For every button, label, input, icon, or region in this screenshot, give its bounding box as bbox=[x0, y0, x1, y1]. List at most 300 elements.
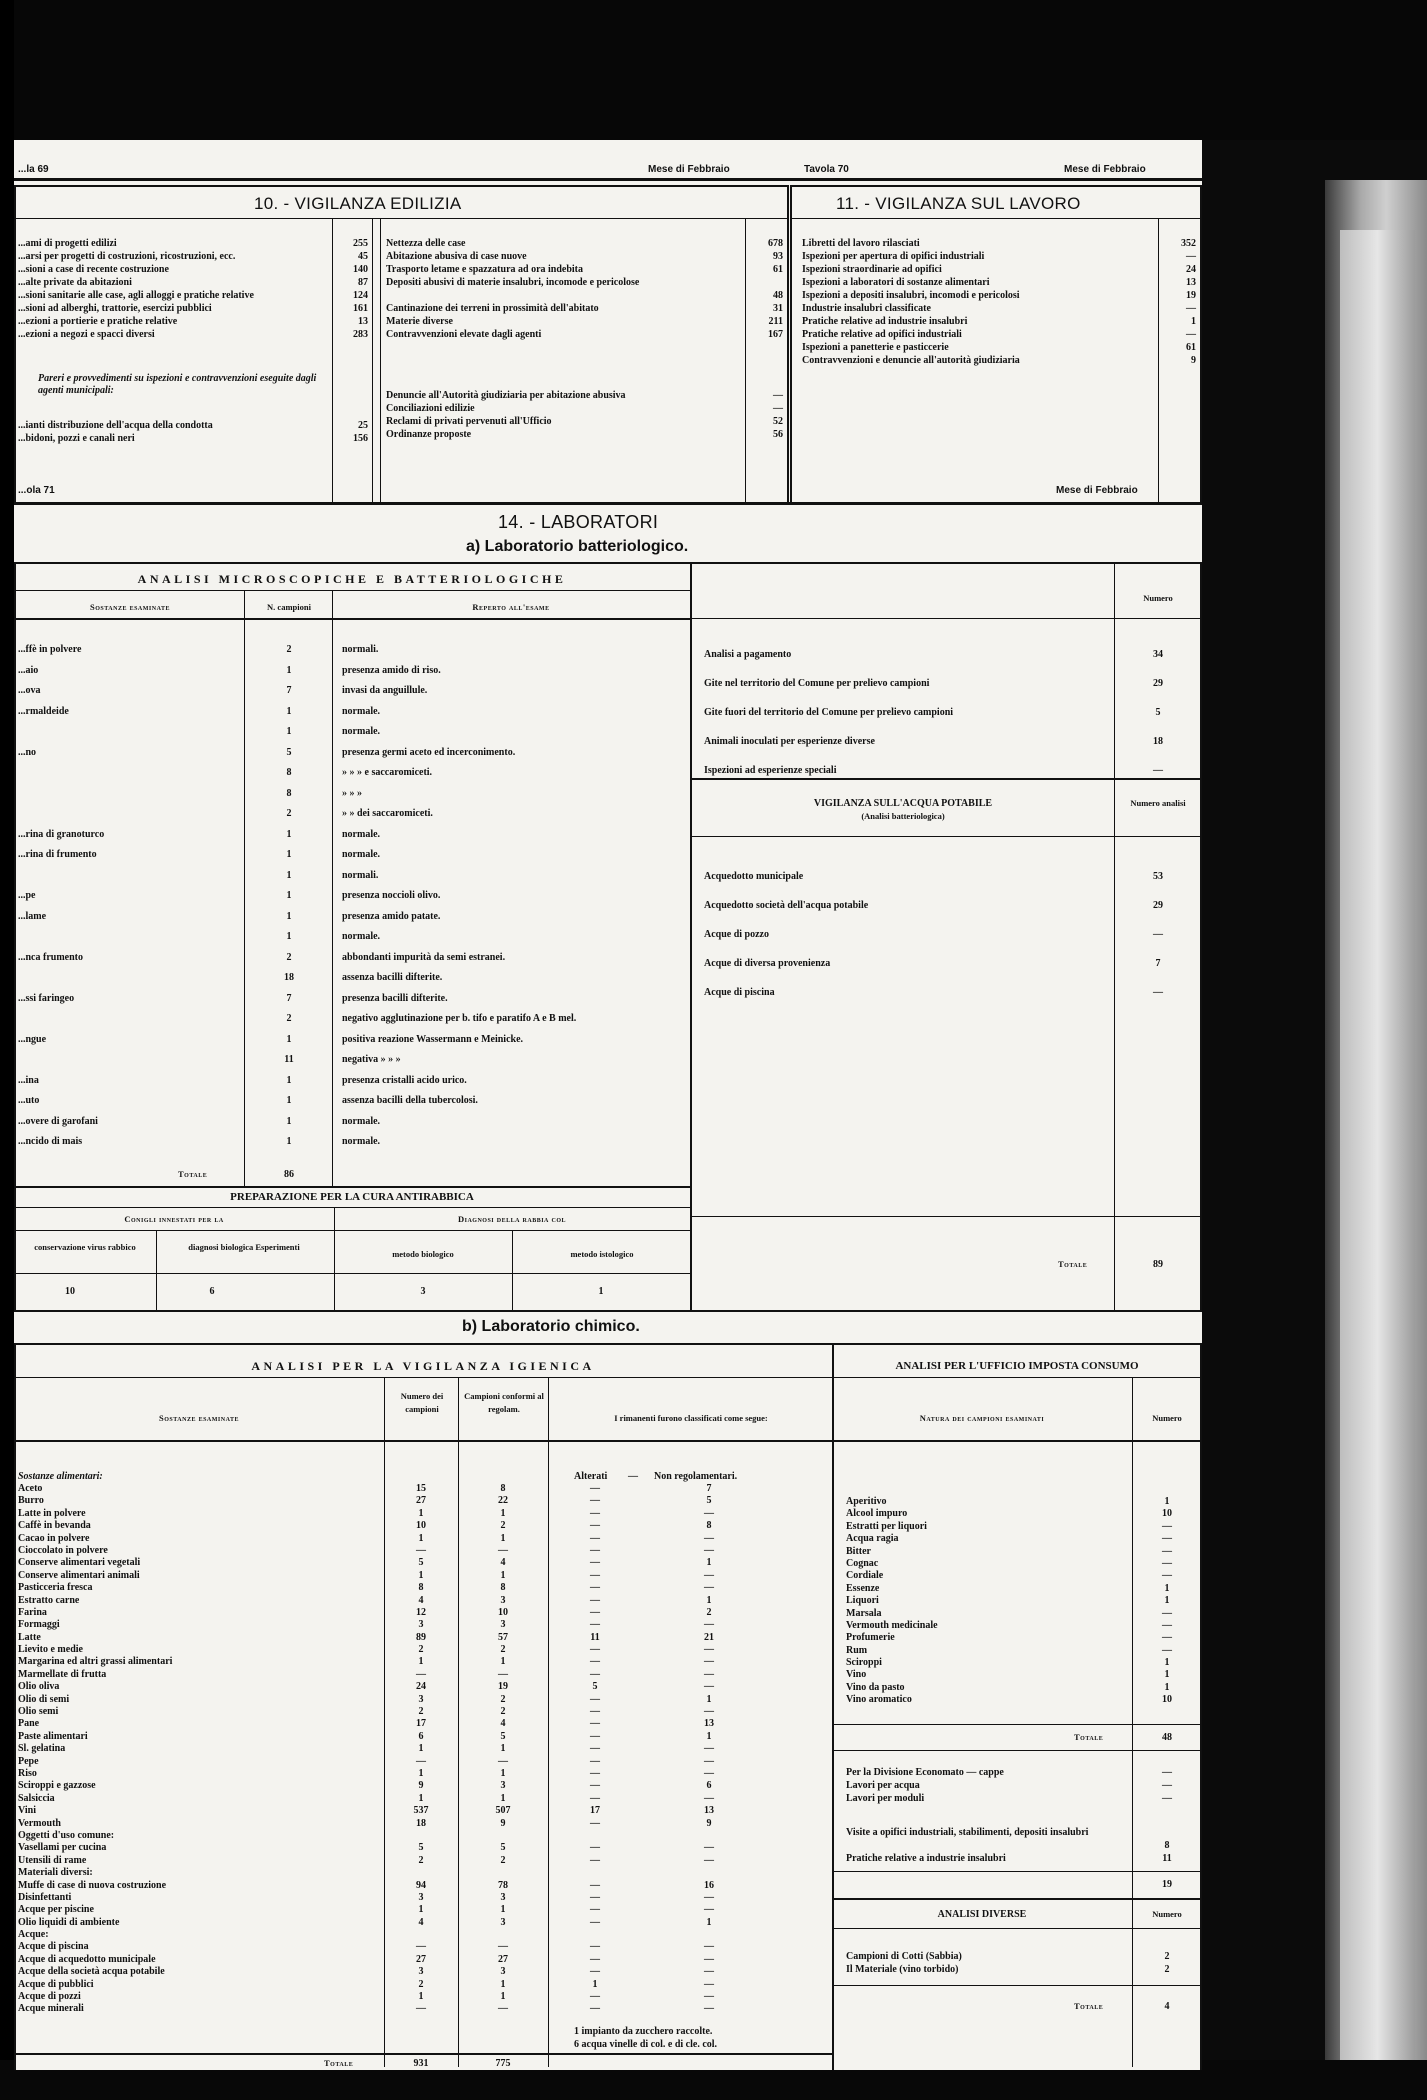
value-cell: 211 bbox=[768, 316, 783, 327]
header-text: conservazione virus rabbico bbox=[34, 1242, 136, 1252]
chimico-row-label: Olio semi bbox=[18, 1706, 59, 1718]
value-cell: — bbox=[1162, 1767, 1172, 1778]
chimico-a: — bbox=[590, 1507, 600, 1519]
chimico-r: 9 bbox=[706, 1817, 712, 1829]
value-cell: 89 bbox=[1153, 1259, 1163, 1270]
micro-sostanza: ...ova bbox=[18, 685, 41, 696]
acqua-row: Acque di diversa provenienza bbox=[704, 958, 831, 969]
consumo-value: 1 bbox=[1164, 1657, 1170, 1669]
chimico-n: 15 bbox=[416, 1483, 426, 1494]
micro-n: 1 bbox=[286, 1115, 292, 1127]
micro-n: 1 bbox=[286, 869, 292, 881]
micro-sostanza: ...lame bbox=[18, 910, 47, 922]
chimico-a: — bbox=[590, 1693, 600, 1705]
chimico-n: 6 bbox=[418, 1730, 424, 1742]
value-cell: 6 bbox=[209, 1286, 215, 1297]
lab-right-rows bbox=[704, 640, 1110, 785]
chimico-row-label: Aceto bbox=[18, 1483, 43, 1494]
rabbia-value-rule bbox=[14, 1273, 690, 1274]
micro-campioni bbox=[248, 640, 330, 1153]
chimico-n: 3 bbox=[418, 1619, 424, 1631]
consumo-values2 bbox=[1134, 1766, 1200, 1805]
micro-sostanza: ...rina di frumento bbox=[18, 849, 97, 860]
micro-reperto: presenza amido di riso. bbox=[342, 664, 441, 676]
chimico-n: 10 bbox=[416, 1520, 426, 1532]
chimico-c: 5 bbox=[500, 1842, 506, 1854]
chimico-a: — bbox=[590, 1817, 600, 1829]
value-cell: — bbox=[1186, 251, 1196, 262]
chimico-row-label: Vasellami per cucina bbox=[18, 1842, 107, 1854]
group-label: Sostanze alimentari: bbox=[18, 1471, 103, 1482]
chimico-n: 5 bbox=[418, 1557, 424, 1569]
chimico-row-label: Paste alimentari bbox=[18, 1730, 88, 1742]
note-text: Pareri e provvedimenti su ispezioni e contravvenzioni eseguite dagli agenti municipali: bbox=[38, 373, 317, 396]
chimico-row-label: Sl. gelatina bbox=[18, 1743, 66, 1755]
chimico-row-label: Olio liquidi di ambiente bbox=[18, 1916, 120, 1928]
chimico-row-label: Riso bbox=[18, 1767, 37, 1779]
micro-reperto: negativa » » » bbox=[342, 1054, 401, 1065]
diverse-row: Campioni di Cotti (Sabbia) bbox=[846, 1951, 962, 1962]
value-cell: — bbox=[773, 390, 783, 401]
lavoro-row: Ispezioni a depositi insalubri, incomodi e pericolosi bbox=[802, 290, 1020, 301]
acqua-row: Acquedotto società dell'acqua potabile bbox=[704, 900, 869, 911]
chimico-row-label: Vermouth bbox=[18, 1817, 61, 1829]
micro-reperto: normale. bbox=[342, 849, 381, 860]
consumo-value: 1 bbox=[1164, 1595, 1170, 1607]
consumo-row: Sciroppi bbox=[846, 1657, 882, 1669]
chimico-r: — bbox=[704, 1507, 714, 1519]
chimico-a: — bbox=[590, 1520, 600, 1532]
consumo-sum2-rule bbox=[832, 1871, 1202, 1872]
chimico-c: 1 bbox=[500, 1507, 506, 1519]
col-conservazione bbox=[14, 1241, 156, 1254]
chimico-c: 1 bbox=[500, 1767, 506, 1779]
lab-right-value: — bbox=[1153, 765, 1163, 776]
consumo-sum2 bbox=[1134, 1878, 1200, 1891]
acqua-value: — bbox=[1153, 929, 1163, 940]
chimico-totale-n bbox=[386, 2057, 456, 2070]
second-header-rule bbox=[14, 502, 1202, 505]
lavoro-row: Pratiche relative ad industrie insalubri bbox=[802, 316, 968, 327]
micro-reperto: abbondanti impurità da semi estranei. bbox=[342, 951, 506, 963]
chimico-totale-c bbox=[460, 2057, 546, 2070]
chimico-a: — bbox=[590, 1941, 600, 1953]
chimico-row-label: Margarina ed altri grassi alimentari bbox=[18, 1656, 173, 1668]
chimico-n: 1 bbox=[418, 1767, 424, 1779]
micro-n: 8 bbox=[286, 787, 292, 799]
consumo-row: Rum bbox=[846, 1644, 868, 1656]
chimico-n: 1 bbox=[418, 1991, 424, 2003]
chimico-n bbox=[386, 1830, 456, 1842]
spacer bbox=[846, 1839, 1130, 1852]
diagnosi-header: Diagnosi della rabbia col bbox=[457, 1214, 567, 1224]
micro-sostanza bbox=[18, 784, 240, 805]
micro-n: 1 bbox=[286, 726, 292, 737]
chimico-n: 1 bbox=[418, 1743, 424, 1755]
micro-reperto: assenza bacilli difterite. bbox=[342, 972, 443, 983]
chimico-a: — bbox=[590, 1743, 600, 1755]
value-cell: 167 bbox=[768, 329, 783, 340]
consumo-value: 10 bbox=[1162, 1694, 1172, 1706]
micro-reperto: normali. bbox=[342, 644, 379, 655]
lavoro-title-rule bbox=[790, 218, 1202, 219]
consumo-row: Cordiale bbox=[846, 1570, 884, 1582]
edilizia-left-rows bbox=[18, 237, 330, 341]
lavoro-row: Pratiche relative ad opifici industriali bbox=[802, 329, 962, 340]
micro-sostanza bbox=[18, 968, 240, 989]
chimico-a: — bbox=[590, 1495, 600, 1507]
value-cell: 775 bbox=[495, 2058, 511, 2069]
lab-right-row: Ispezioni ad esperienze speciali bbox=[704, 765, 837, 776]
chimico-a bbox=[560, 1929, 630, 1941]
consumo-row: Marsala bbox=[846, 1607, 882, 1619]
micro-n: 2 bbox=[286, 644, 292, 655]
chimico-row-label: Formaggi bbox=[18, 1619, 60, 1631]
consumo-col-numero: Numero bbox=[1152, 1413, 1182, 1423]
chimico-a: — bbox=[590, 1916, 600, 1928]
value-cell: 56 bbox=[773, 429, 783, 440]
micro-reperto: » » » e saccaromiceti. bbox=[342, 767, 433, 778]
chimico-conformi bbox=[460, 1483, 546, 2016]
value-cell: — bbox=[1162, 1793, 1172, 1804]
rabbia-sub-rule bbox=[14, 1230, 690, 1231]
chimico-n: 5 bbox=[418, 1842, 424, 1854]
col-diagnosi-bio bbox=[184, 1241, 304, 1254]
header-table-label: Tavola 70 bbox=[804, 164, 849, 175]
chimico-c: 19 bbox=[498, 1681, 508, 1693]
consumo-row: Vermouth medicinale bbox=[846, 1619, 938, 1631]
scan-left-border bbox=[0, 0, 14, 2100]
consumo-row: Acqua ragia bbox=[846, 1533, 899, 1545]
header-text: Campioni conformi al regolam. bbox=[464, 1391, 544, 1414]
diverse-col: Numero bbox=[1152, 1909, 1182, 1919]
chimico-a: — bbox=[590, 1656, 600, 1668]
chimico-n: 2 bbox=[418, 1854, 424, 1866]
chimico-r: — bbox=[704, 1891, 714, 1903]
edilizia-mid-num-rule bbox=[745, 218, 746, 505]
chimico-c: — bbox=[498, 1755, 508, 1767]
chimico-numero bbox=[386, 1483, 456, 2016]
chimico-n: 94 bbox=[416, 1879, 426, 1891]
laboratorio-chimico-title: b) Laboratorio chimico. bbox=[462, 1318, 640, 1335]
consumo-rows2 bbox=[846, 1766, 1130, 1805]
chimico-row-label: Cioccolato in polvere bbox=[18, 1544, 108, 1556]
rabbia-value bbox=[156, 1285, 268, 1298]
chimico-a: — bbox=[590, 2003, 600, 2015]
micro-reperto: normale. bbox=[342, 1136, 381, 1147]
chimico-n: 1 bbox=[418, 1507, 424, 1519]
consumo-num-rule bbox=[1132, 1377, 1133, 2067]
chimico-row-label: Lievito e medie bbox=[18, 1644, 83, 1656]
chimico-a: — bbox=[590, 1953, 600, 1965]
diverse-header-rule bbox=[832, 1928, 1202, 1929]
value-cell: 31 bbox=[773, 303, 783, 314]
chimico-row-label: Pepe bbox=[18, 1755, 39, 1767]
lab-right-row: Animali inoculati per esperienze diverse bbox=[704, 736, 875, 747]
chimico-r: 13 bbox=[704, 1805, 714, 1817]
chimico-r bbox=[674, 1867, 744, 1879]
micro-n: 1 bbox=[286, 705, 292, 717]
value-cell: — bbox=[1162, 1780, 1172, 1791]
consumo-row: Visite a opifici industriali, stabilimenti, depositi insalubri bbox=[846, 1827, 1089, 1838]
laboratorio-batteriologico-title: a) Laboratorio batteriologico. bbox=[466, 538, 689, 555]
acqua-value: 29 bbox=[1153, 900, 1163, 911]
edilizia-mid-rows2 bbox=[386, 389, 742, 441]
consumo-value: 1 bbox=[1164, 1669, 1170, 1681]
chimico-r: 1 bbox=[706, 1693, 712, 1705]
chimico-row-label: Materiali diversi: bbox=[18, 1867, 93, 1879]
consumo-row: Estratti per liquori bbox=[846, 1520, 927, 1532]
analisi-col-1 bbox=[244, 590, 245, 1186]
col-campioni: N. campioni bbox=[267, 602, 311, 612]
diverse-top-rule bbox=[832, 1898, 1202, 1900]
micro-n: 1 bbox=[286, 931, 292, 942]
micro-sostanza: ...nca frumento bbox=[18, 951, 83, 963]
micro-sostanza: ...ncido di mais bbox=[18, 1136, 83, 1147]
value-cell: 140 bbox=[353, 264, 368, 275]
header-text: Numero analisi bbox=[1130, 798, 1186, 808]
micro-n: 11 bbox=[284, 1054, 294, 1065]
value-cell: 1 bbox=[1191, 316, 1196, 327]
micro-reperto: positiva reazione Wassermann e Meinicke. bbox=[342, 1033, 524, 1045]
lavoro-row: Contravvenzioni e denuncie all'autorità giudiziaria bbox=[802, 355, 1020, 366]
micro-n: 7 bbox=[286, 992, 292, 1004]
adjacent-page-edge-inner bbox=[1340, 230, 1415, 2080]
lavoro-row: Ispezioni a laboratori di sostanze alimentari bbox=[802, 277, 990, 288]
acqua-value: 7 bbox=[1155, 958, 1161, 969]
chimico-a: — bbox=[590, 1706, 600, 1718]
value-cell: 8 bbox=[1164, 1840, 1170, 1851]
micro-n: 2 bbox=[286, 951, 292, 963]
diverse-values bbox=[1134, 1950, 1200, 1976]
lavoro-num-rule bbox=[1158, 218, 1159, 505]
header-month: Mese di Febbraio bbox=[648, 164, 730, 175]
header-text: diagnosi biologica Esperimenti bbox=[188, 1242, 300, 1252]
micro-sostanza bbox=[18, 1009, 240, 1030]
lab-right-value: 29 bbox=[1153, 678, 1163, 689]
chimico-c: 3 bbox=[500, 1619, 506, 1631]
value-cell: 3 bbox=[420, 1286, 426, 1297]
chimico-c: 1 bbox=[500, 1569, 506, 1581]
chimico-r: — bbox=[704, 1767, 714, 1779]
chimico-n: 2 bbox=[418, 1706, 424, 1718]
consumo-value: — bbox=[1162, 1644, 1172, 1656]
micro-reperto: negativo agglutinazione per b. tifo e paratifo A e B mel. bbox=[342, 1013, 577, 1024]
chimico-r: — bbox=[704, 1582, 714, 1594]
chimico-r: 1 bbox=[706, 1916, 712, 1928]
chimico-n: — bbox=[416, 2003, 426, 2015]
micro-sostanza: ...no bbox=[18, 746, 37, 758]
right-num-rule bbox=[1114, 562, 1115, 1312]
chimico-n: 1 bbox=[418, 1532, 424, 1544]
edilizia-mid-row: Depositi abusivi di materie insalubri, incomode e pericolose bbox=[386, 277, 640, 288]
lavoro-row: Ispezioni straordinarie ad opifici bbox=[802, 264, 942, 275]
edilizia-box bbox=[14, 185, 789, 505]
chimico-a: — bbox=[590, 1854, 600, 1866]
micro-sostanza: ...aio bbox=[18, 664, 39, 676]
consumo-row: Essenze bbox=[846, 1582, 880, 1594]
edilizia-mid-rows bbox=[386, 237, 742, 341]
chimico-r: — bbox=[704, 1991, 714, 2003]
chimico-r: — bbox=[704, 1706, 714, 1718]
micro-n: 1 bbox=[286, 1074, 292, 1086]
micro-n: 1 bbox=[286, 890, 292, 901]
value-cell: 52 bbox=[773, 416, 783, 427]
value-cell: 352 bbox=[1181, 238, 1196, 249]
acqua-row: Acquedotto municipale bbox=[704, 871, 804, 882]
chimico-n: 1 bbox=[418, 1792, 424, 1804]
chimico-n: 3 bbox=[418, 1966, 424, 1978]
edilizia-left-row: ...sioni sanitarie alle case, agli alloggi e pratiche relative bbox=[18, 290, 254, 301]
chimico-a: — bbox=[590, 1483, 600, 1494]
consumo-row: Profumerie bbox=[846, 1632, 895, 1644]
micro-sostanza: ...rmaldeide bbox=[18, 705, 69, 717]
consumo-row: Alcool impuro bbox=[846, 1508, 908, 1520]
chimico-c: 1 bbox=[500, 1991, 506, 2003]
chimico-a: — bbox=[590, 1891, 600, 1903]
chimico-n: 2 bbox=[418, 1644, 424, 1656]
micro-n: 18 bbox=[284, 972, 294, 983]
chimico-n: 27 bbox=[416, 1495, 426, 1507]
chimico-a: — bbox=[590, 1557, 600, 1569]
value-cell: 48 bbox=[1162, 1732, 1172, 1743]
chimico-c: 1 bbox=[500, 1904, 506, 1916]
consumo-value: — bbox=[1162, 1557, 1172, 1569]
rabbia-header-rule bbox=[14, 1207, 690, 1208]
chimico-r: — bbox=[704, 1619, 714, 1631]
rabbia-value bbox=[512, 1285, 690, 1298]
value-cell: 48 bbox=[773, 290, 783, 301]
consumo-row: Lavori per moduli bbox=[846, 1793, 925, 1804]
acqua-sub: (Analisi batteriologica) bbox=[861, 811, 945, 821]
value-cell: 2 bbox=[1164, 1964, 1170, 1975]
chimico-c: 2 bbox=[500, 1854, 506, 1866]
micro-sostanza bbox=[18, 927, 240, 948]
chimico-a: — bbox=[590, 1644, 600, 1656]
consumo-row: Lavori per acqua bbox=[846, 1780, 920, 1791]
value-cell: 93 bbox=[773, 251, 783, 262]
value-cell: 283 bbox=[353, 329, 368, 340]
chimico-a: — bbox=[590, 1792, 600, 1804]
value-cell: 25 bbox=[358, 420, 368, 431]
second-header-right: Mese di Febbraio bbox=[1056, 485, 1138, 496]
consumo-value: — bbox=[1162, 1520, 1172, 1532]
chimico-row-label: Oggetti d'uso comune: bbox=[18, 1829, 115, 1841]
diverse-totale-label: Totale bbox=[1074, 2001, 1104, 2011]
chimico-r: — bbox=[704, 1644, 714, 1656]
edilizia-title-rule bbox=[14, 218, 789, 219]
chimico-a bbox=[560, 1867, 630, 1879]
chimico-n: 18 bbox=[416, 1817, 426, 1829]
micro-reperto: normale. bbox=[342, 726, 381, 737]
acqua-top-rule bbox=[690, 778, 1202, 780]
chimico-n: 9 bbox=[418, 1780, 424, 1792]
chimico-n: 2 bbox=[418, 1978, 424, 1990]
chimico-c bbox=[460, 1830, 546, 1842]
acqua-row: Acque di pozzo bbox=[704, 929, 769, 940]
acqua-totale-label: Totale bbox=[1058, 1259, 1088, 1269]
chimico-c: — bbox=[498, 2003, 508, 2015]
chimico-c: 8 bbox=[500, 1582, 506, 1594]
micro-reperto: » » dei saccaromiceti. bbox=[342, 808, 433, 819]
chimico-c: 3 bbox=[500, 1891, 506, 1903]
chimico-row-label: Acque di pubblici bbox=[18, 1978, 94, 1990]
chimico-total-rule bbox=[14, 2053, 832, 2055]
value-cell: 87 bbox=[358, 277, 368, 288]
edilizia-left-row: ...sioni a case di recente costruzione bbox=[18, 264, 169, 275]
analisi-col-2 bbox=[332, 590, 333, 1186]
chimico-row-label: Acque di acquedotto municipale bbox=[18, 1953, 156, 1965]
igienica-header-rule bbox=[14, 1377, 832, 1378]
chimico-a: — bbox=[590, 1594, 600, 1606]
chimico-r: — bbox=[704, 1569, 714, 1581]
acqua-totale-value bbox=[1116, 1258, 1200, 1271]
value-cell: 2 bbox=[1164, 1951, 1170, 1962]
chimico-row-label: Pane bbox=[18, 1718, 40, 1730]
micro-sostanza bbox=[18, 804, 240, 825]
micro-n: 7 bbox=[286, 685, 292, 696]
micro-sostanza: ...ffè in polvere bbox=[18, 644, 82, 655]
chimico-row-label: Olio di semi bbox=[18, 1693, 70, 1705]
rabbia-value bbox=[14, 1285, 126, 1298]
micro-reperto: presenza amido patate. bbox=[342, 910, 441, 922]
chimico-a: — bbox=[590, 1767, 600, 1779]
chimico-row-label: Salsiccia bbox=[18, 1792, 55, 1804]
chimico-c: 1 bbox=[500, 1792, 506, 1804]
chimico-r: — bbox=[704, 1953, 714, 1965]
edilizia-left-values bbox=[334, 237, 368, 341]
chimico-c: 4 bbox=[500, 1557, 506, 1569]
rabbia-col-a bbox=[156, 1230, 157, 1312]
consumo-value: — bbox=[1162, 1545, 1172, 1557]
micro-n: 1 bbox=[286, 1136, 292, 1147]
chimico-c: 10 bbox=[498, 1606, 508, 1618]
value-cell: 124 bbox=[353, 290, 368, 301]
micro-reperto: » » » bbox=[342, 787, 362, 799]
chimico-a: — bbox=[590, 1730, 600, 1742]
acqua-header-rule bbox=[690, 836, 1202, 837]
micro-n: 1 bbox=[286, 910, 292, 922]
micro-sostanza: ...ssi faringeo bbox=[18, 992, 75, 1004]
edilizia-mid-row: Trasporto letame e spazzatura ad ora indebita bbox=[386, 264, 584, 275]
chimico-c: 1 bbox=[500, 1743, 506, 1755]
chimico-n: — bbox=[416, 1544, 426, 1556]
edilizia-left-row: ...alte private da abitazioni bbox=[18, 277, 132, 288]
chimico-r: 1 bbox=[706, 1557, 712, 1569]
micro-sostanza bbox=[18, 763, 240, 784]
edilizia-mid-row: Conciliazioni edilizie bbox=[386, 403, 475, 414]
chimico-col-3 bbox=[548, 1377, 549, 2067]
value-cell: 931 bbox=[413, 2058, 429, 2069]
micro-bottom-rule bbox=[14, 1186, 690, 1188]
micro-sostanza: ...ina bbox=[18, 1074, 39, 1086]
diverse-totale-value bbox=[1134, 2000, 1200, 2013]
chimico-r: 1 bbox=[706, 1730, 712, 1742]
chimico-r bbox=[674, 1929, 744, 1941]
chimico-n: 24 bbox=[416, 1681, 426, 1693]
col-reperto: Reperto all'esame bbox=[472, 602, 550, 612]
consumo-value: 1 bbox=[1164, 1496, 1170, 1507]
chimico-row-label: Utensili di rame bbox=[18, 1854, 87, 1866]
micro-totale-label: Totale bbox=[178, 1169, 208, 1179]
edilizia-left-num-rule bbox=[332, 218, 333, 505]
value-cell: 9 bbox=[1191, 355, 1196, 366]
edilizia-left-note bbox=[38, 373, 328, 397]
edilizia-mid-row: Contravvenzioni elevate dagli agenti bbox=[386, 329, 542, 340]
chimico-row-label: Acque di pozzi bbox=[18, 1991, 81, 2003]
chimico-totale-label: Totale bbox=[324, 2058, 354, 2068]
acqua-value: — bbox=[1153, 987, 1163, 998]
